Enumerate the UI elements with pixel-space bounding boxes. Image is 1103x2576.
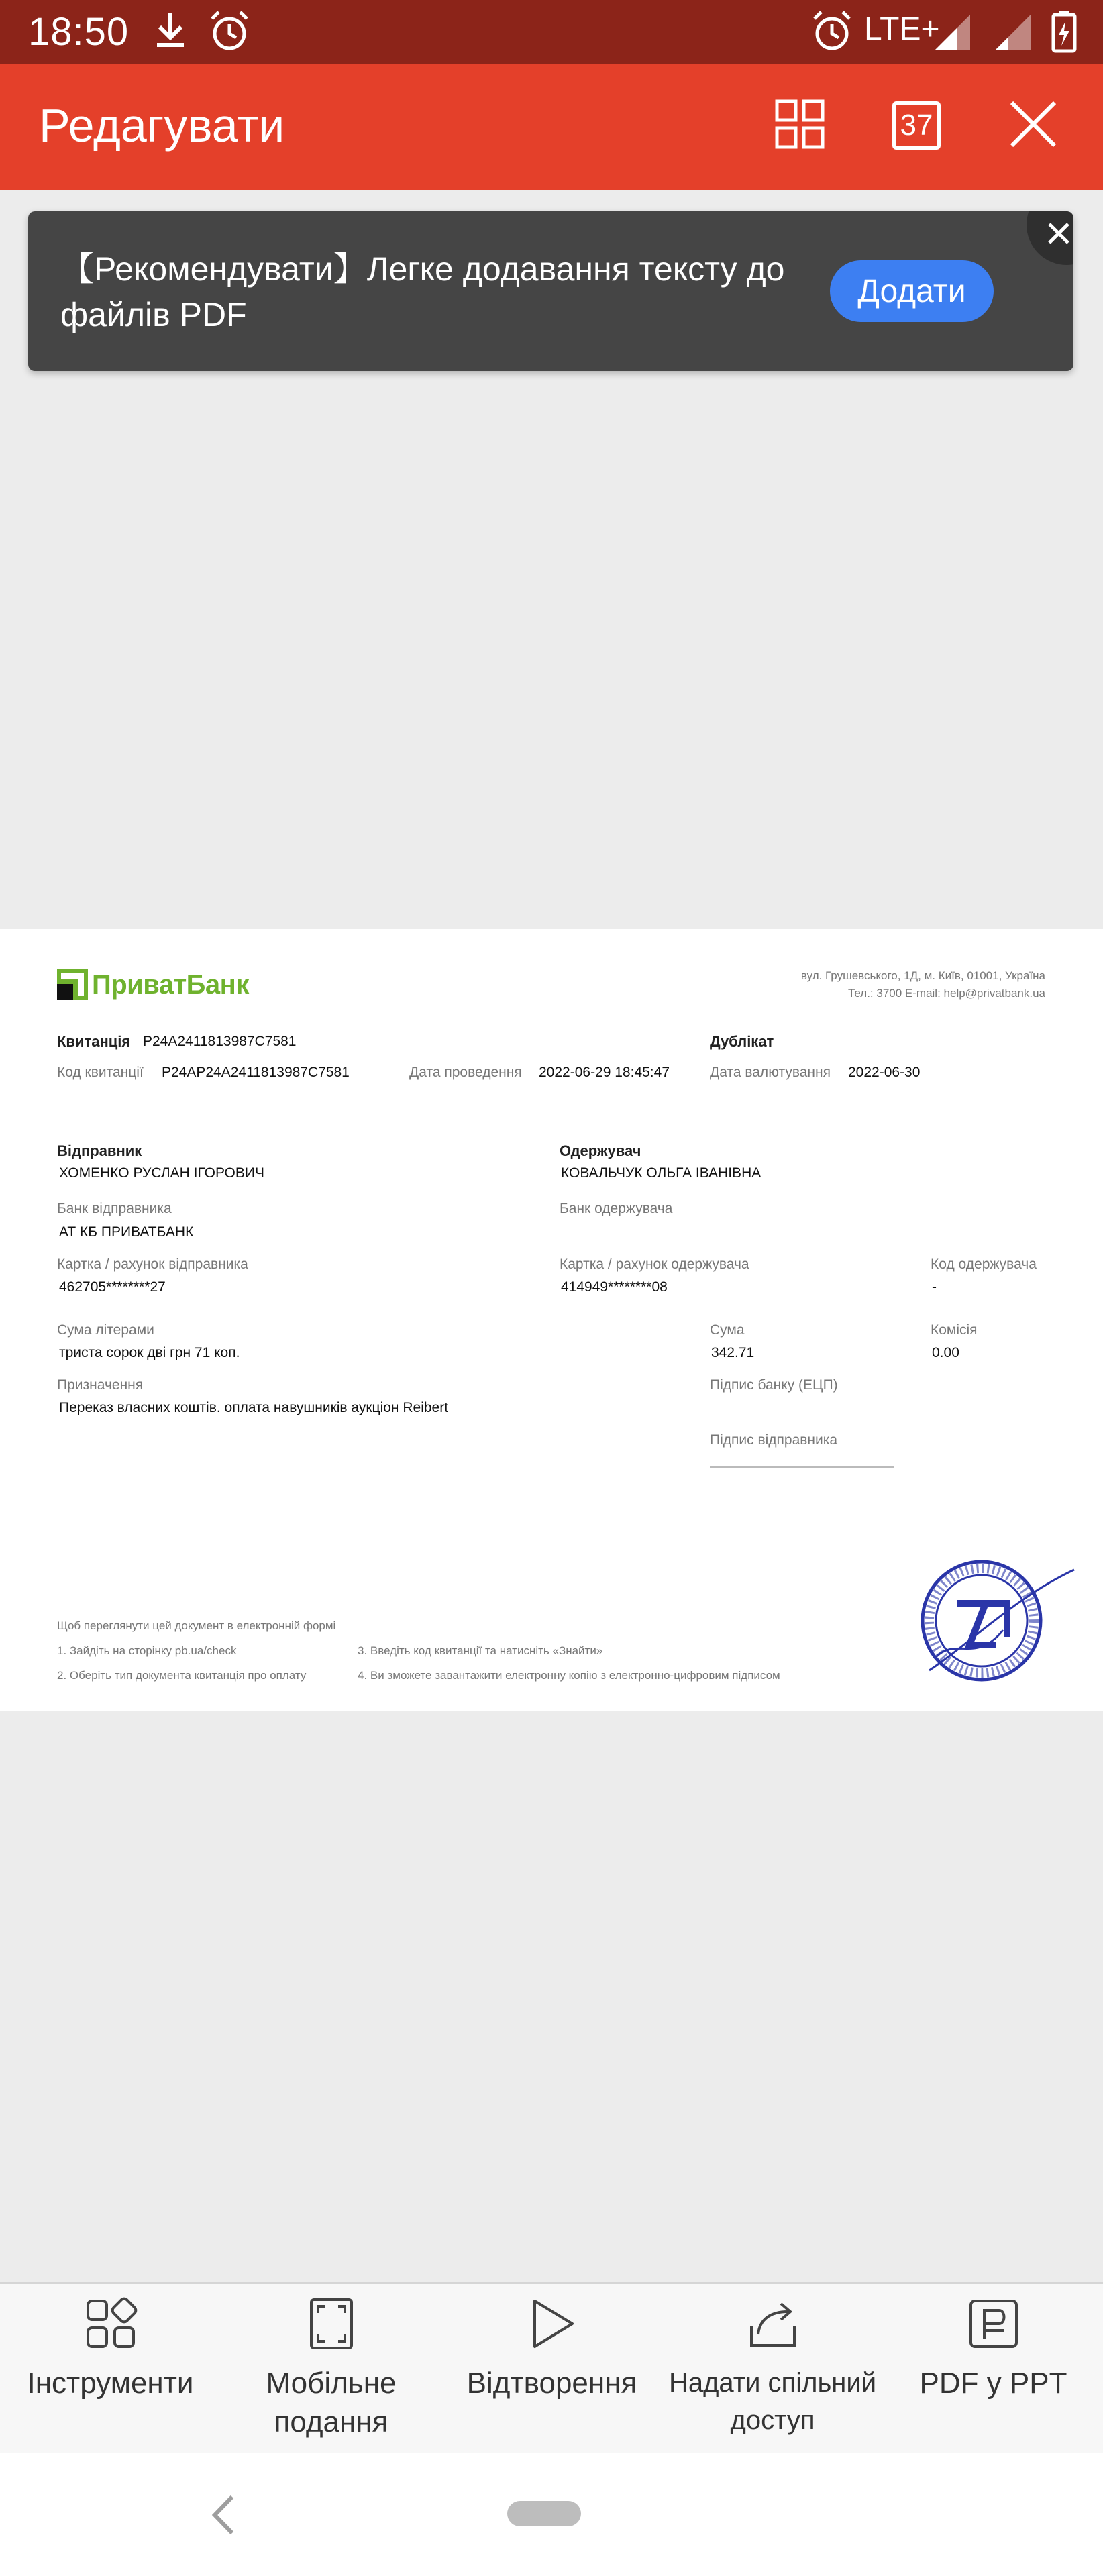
sender-bank: АТ КБ ПРИВАТБАНК — [59, 1224, 194, 1240]
mobile-view-icon — [305, 2297, 358, 2351]
banner-add-button[interactable]: Додати — [830, 260, 994, 322]
close-icon — [1006, 97, 1060, 154]
receipt-label: Квитанція — [57, 1033, 131, 1050]
signature-line — [710, 1466, 894, 1468]
promo-banner — [28, 211, 1073, 371]
brand-name: ПриватБанк — [92, 969, 249, 1000]
toolbar-pdf-to-ppt[interactable] — [883, 2284, 1103, 2453]
receipt-code: P24AP24A2411813987C7581 — [162, 1065, 350, 1080]
recipient-bank-label: Банк одержувача — [560, 1201, 673, 1216]
receipt-number: P24A2411813987C7581 — [143, 1034, 297, 1049]
alarm-icon — [208, 9, 251, 56]
grid-icon — [773, 97, 827, 154]
sender-label: Відправник — [57, 1142, 142, 1159]
bank-signature-label: Підпис банку (ЕЦП) — [710, 1377, 838, 1393]
date-label: Дата проведення — [409, 1065, 522, 1080]
duplicate-label: Дублікат — [710, 1033, 774, 1050]
download-icon — [152, 9, 189, 56]
document-page[interactable] — [0, 929, 1103, 1711]
toolbar-mobile-view-label: Мобільне подання — [266, 2367, 397, 2438]
signal-icon — [993, 9, 1040, 56]
page-count-button[interactable] — [883, 92, 950, 159]
bottom-toolbar — [0, 2282, 1103, 2454]
footer-step-4: 4. Ви зможете завантажити електронну копію з електронно-цифровим підписом — [358, 1669, 780, 1682]
purpose-label: Призначення — [57, 1377, 144, 1393]
sender-name: ХОМЕНКО РУСЛАН ІГОРОВИЧ — [59, 1165, 264, 1181]
value-date: 2022-06-30 — [848, 1065, 921, 1080]
amount-words: триста сорок дві грн 71 коп. — [59, 1345, 240, 1360]
alarm-icon — [810, 9, 853, 56]
pdf-to-ppt-icon — [967, 2297, 1020, 2351]
commission-label: Комісія — [931, 1322, 978, 1338]
amount-label: Сума — [710, 1322, 745, 1338]
share-icon — [746, 2297, 800, 2351]
system-nav-bar — [0, 2453, 1103, 2576]
toolbar-playback-label: Відтворення — [466, 2367, 637, 2400]
value-date-label: Дата валютування — [710, 1065, 831, 1080]
bank-stamp-icon — [916, 1556, 1077, 1690]
network-type: LTE+ — [864, 11, 940, 47]
commission-value: 0.00 — [932, 1345, 959, 1360]
play-icon — [525, 2297, 579, 2351]
toolbar-tools[interactable] — [0, 2284, 221, 2453]
bank-address: вул. Грушевського, 1Д, м. Київ, 01001, Україна — [800, 969, 1045, 982]
status-time: 18:50 — [28, 10, 129, 54]
recipient-card-label: Картка / рахунок одержувача — [560, 1256, 749, 1272]
toolbar-mobile-view[interactable] — [221, 2284, 441, 2453]
status-bar — [0, 0, 1103, 64]
battery-icon — [1051, 9, 1078, 57]
close-button[interactable] — [1000, 92, 1067, 159]
app-bar — [0, 64, 1103, 190]
banner-close-button[interactable] — [1027, 211, 1073, 265]
sender-card: 462705********27 — [59, 1279, 166, 1295]
recipient-code-label: Код одержувача — [931, 1256, 1037, 1272]
date-value: 2022-06-29 18:45:47 — [539, 1065, 670, 1080]
sender-card-label: Картка / рахунок відправника — [57, 1256, 248, 1272]
privatbank-logo — [57, 969, 249, 1000]
recipient-name: КОВАЛЬЧУК ОЛЬГА ІВАНІВНА — [561, 1165, 761, 1181]
toolbar-share[interactable] — [662, 2284, 883, 2453]
receipt-code-label: Код квитанції — [57, 1065, 144, 1080]
toolbar-share-label: Надати спільний доступ — [668, 2368, 877, 2435]
footer-step-2: 2. Оберіть тип документа квитанція про оплату — [57, 1669, 307, 1682]
nav-back-button[interactable] — [207, 2491, 240, 2542]
toolbar-pdf-to-ppt-label: PDF у PPT — [919, 2367, 1067, 2400]
privatbank-logo-icon — [57, 969, 88, 1000]
purpose-value: Переказ власних коштів. оплата навушників аукціон Reibert — [59, 1400, 449, 1415]
nav-home-button[interactable] — [507, 2501, 581, 2526]
page-title: Редагувати — [39, 99, 285, 152]
toolbar-playback[interactable] — [441, 2284, 662, 2453]
footer-step-1: 1. Зайдіть на сторінку pb.ua/check — [57, 1644, 237, 1657]
recipient-code: - — [932, 1279, 937, 1295]
page-count-badge: 37 — [892, 101, 941, 150]
banner-text: 【Рекомендувати】Легке додавання тексту до файлів PDF — [60, 250, 785, 333]
sender-signature-label: Підпис відправника — [710, 1432, 838, 1448]
recipient-card: 414949********08 — [561, 1279, 668, 1295]
toolbar-tools-label: Інструменти — [27, 2367, 194, 2400]
footer-step-3: 3. Введіть код квитанції та натисніть «Знайти» — [358, 1644, 603, 1657]
signal-icon — [933, 9, 980, 56]
back-icon — [207, 2491, 240, 2538]
bank-contacts: Тел.: 3700 E-mail: help@privatbank.ua — [847, 987, 1045, 1000]
close-icon — [1047, 221, 1071, 246]
sender-bank-label: Банк відправника — [57, 1201, 172, 1216]
footer-title: Щоб переглянути цей документ в електронній формі — [57, 1619, 336, 1632]
thumbnails-button[interactable] — [766, 92, 833, 159]
tools-grid-icon — [84, 2297, 138, 2351]
amount-value: 342.71 — [711, 1345, 755, 1360]
amount-words-label: Сума літерами — [57, 1322, 154, 1338]
recipient-label: Одержувач — [560, 1142, 641, 1159]
